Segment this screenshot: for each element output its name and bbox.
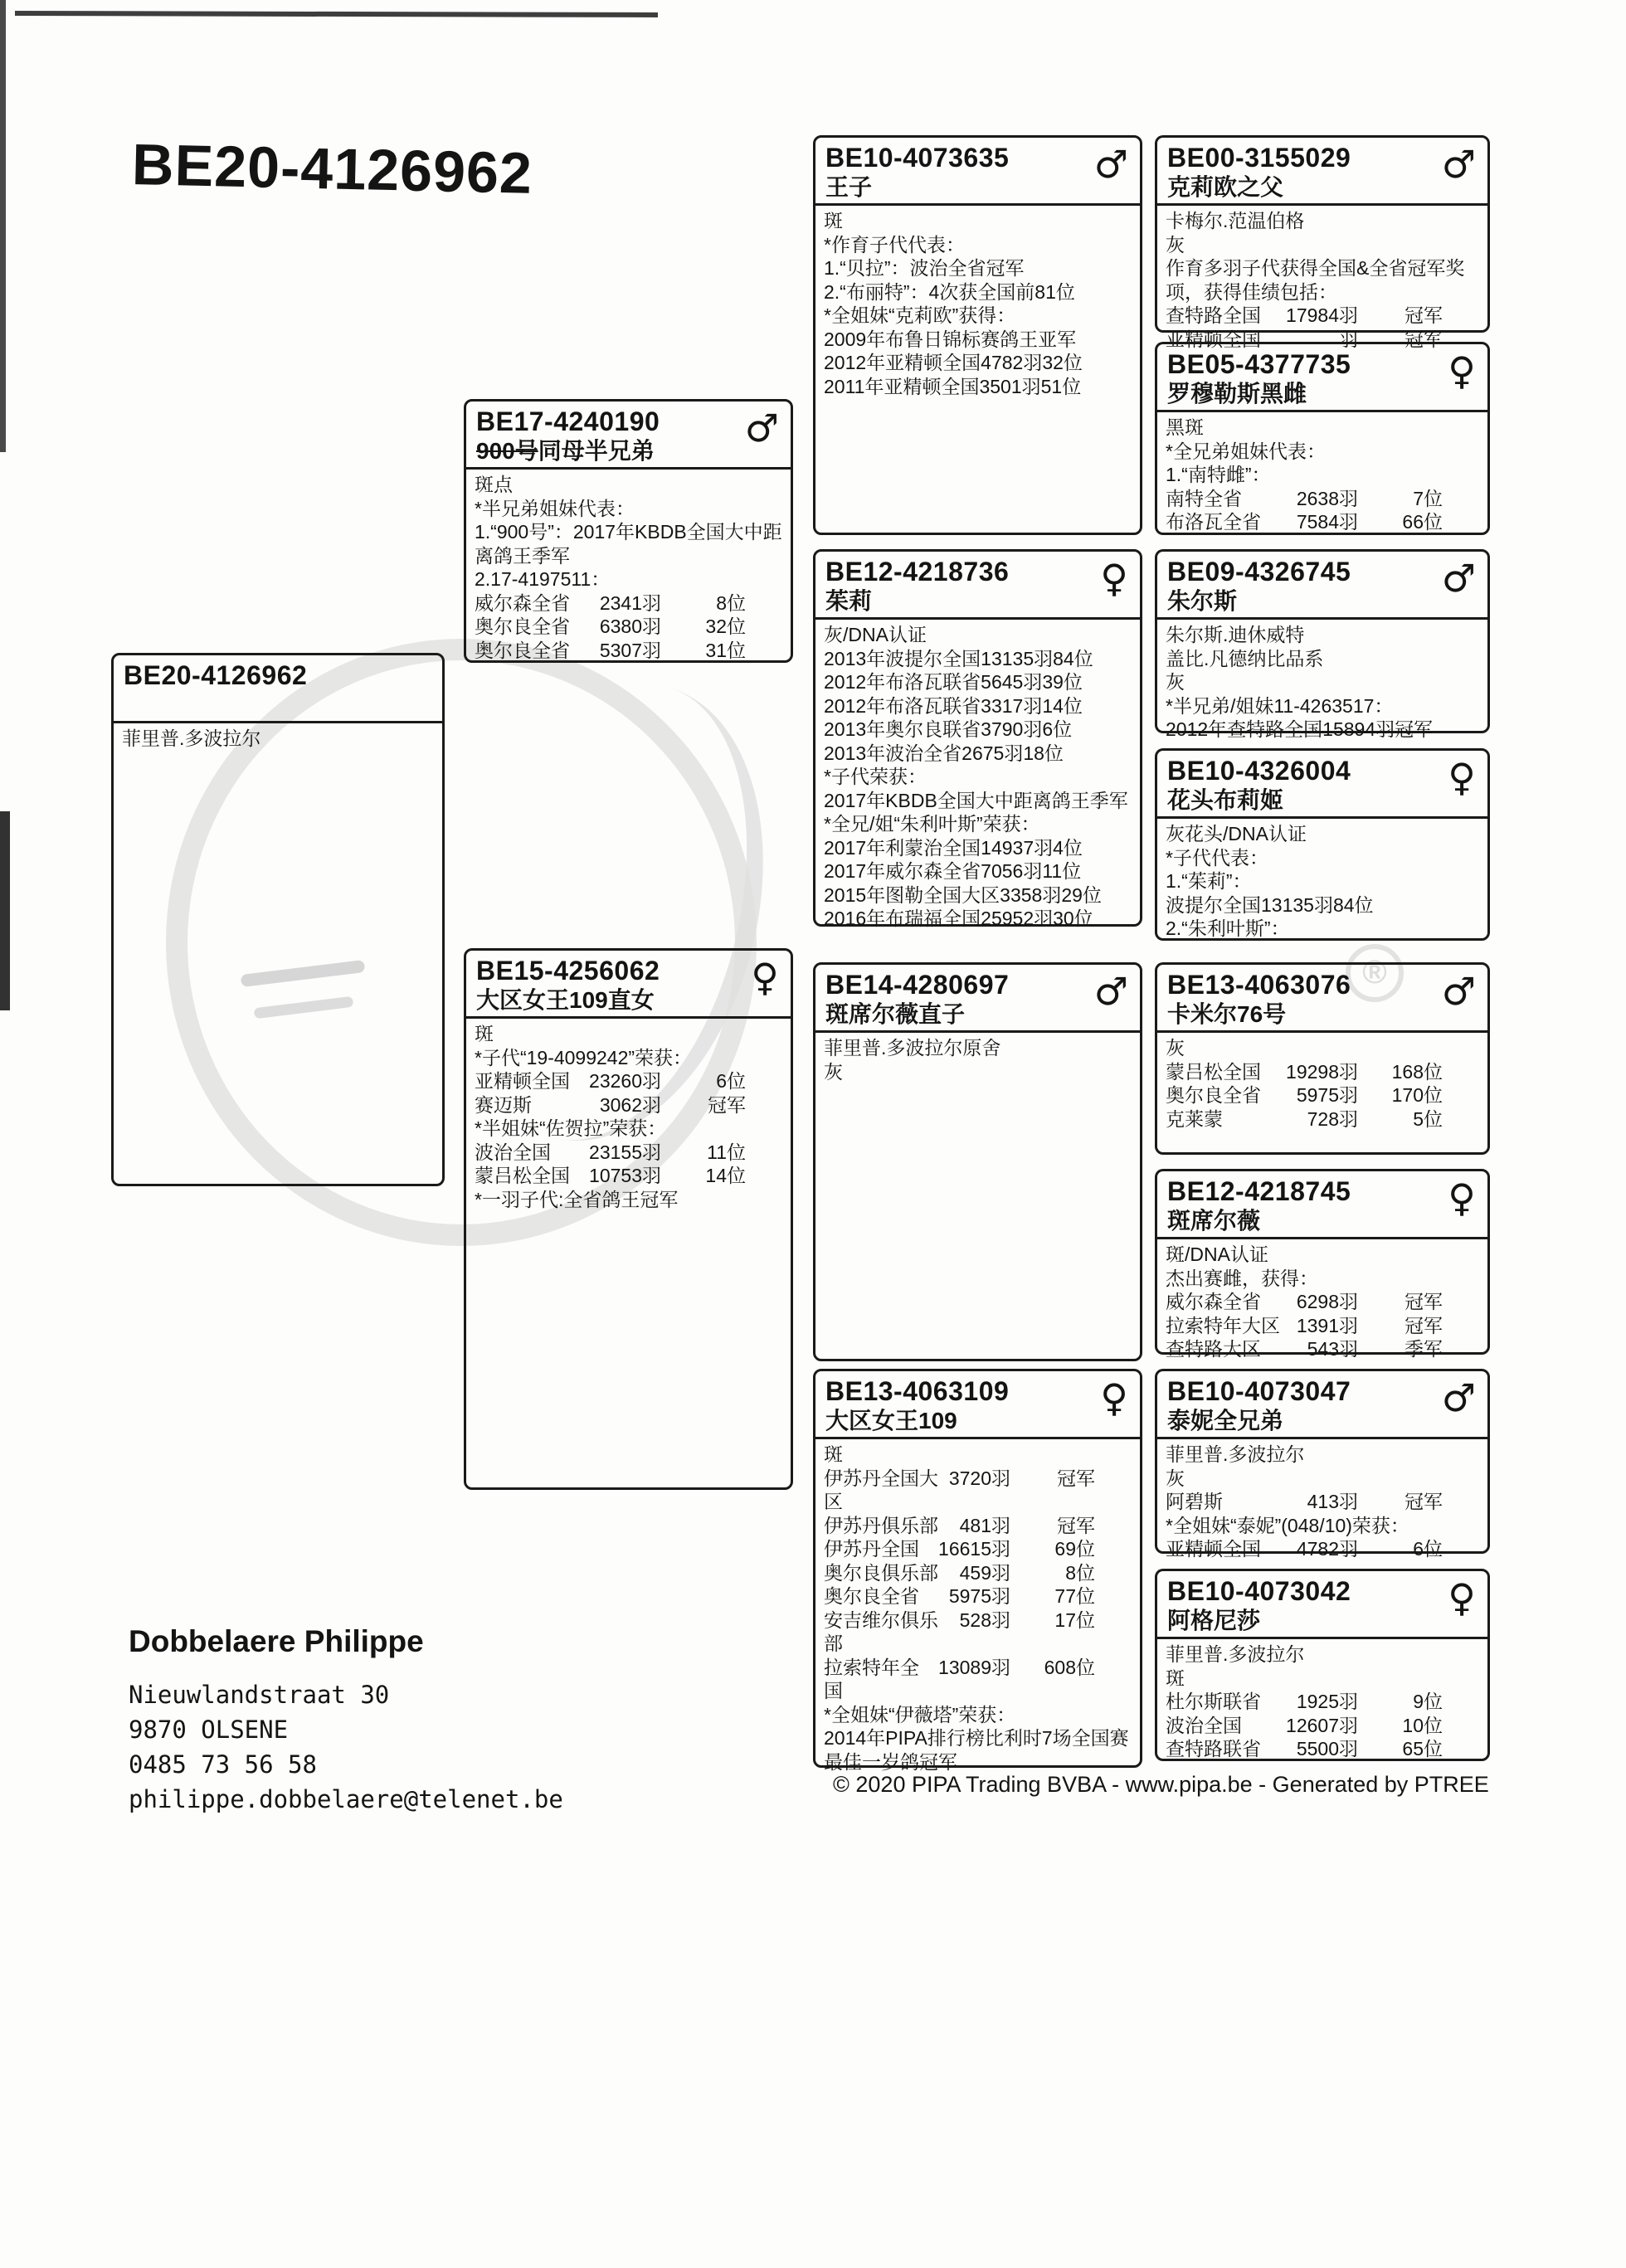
result-place: 冠军: [1404, 1491, 1443, 1512]
female-icon: ♀: [1448, 1175, 1476, 1220]
box-header: [815, 1371, 1140, 1439]
pedigree-line: 2012年布洛瓦联省5645羽39位: [824, 671, 1083, 693]
female-icon: ♀: [751, 955, 779, 1000]
pedigree-line: 杰出赛雌，获得：: [1166, 1267, 1318, 1289]
race-name: 布洛瓦全省: [1166, 511, 1261, 533]
pedigree-line: *子代代表：: [1166, 846, 1268, 869]
birds-count: 481羽: [959, 1514, 1010, 1536]
result-place: 8位: [716, 591, 746, 614]
ring-number: BE15-4256062: [476, 956, 660, 986]
pedigree-line: 波提尔全国13135羽84位: [1166, 893, 1374, 916]
box-header: [466, 951, 791, 1019]
birds-count: 3062羽: [599, 1093, 661, 1116]
pedigree-line: 2012年亚精顿全国4782羽32位: [824, 352, 1083, 373]
birds-count: 13089羽: [938, 1656, 1010, 1678]
race-name: 奥尔良俱乐部: [824, 1561, 938, 1584]
result-place: 6位: [716, 1070, 746, 1092]
box-header: [1157, 751, 1487, 819]
pedigree-line: *子代荣获：: [824, 766, 927, 787]
pedigree-line: 斑: [475, 1023, 494, 1044]
pedigree-line: 菲里普.多波拉尔: [122, 728, 261, 749]
pedigree-line: 2014年PIPA排行榜比利时7场全国赛最佳一岁鸽冠军: [824, 1727, 1129, 1773]
race-name: 阿碧斯: [1166, 1491, 1223, 1512]
race-name: 查特路大区: [1166, 1338, 1261, 1360]
fancier-email: philippe.dobbelaere@telenet.be: [129, 1785, 563, 1813]
pigeon-name: 茱莉: [825, 588, 873, 614]
pedigree-box-BE09-4326745: [1155, 549, 1490, 740]
result-place: 8位: [1065, 1561, 1095, 1584]
race-name: 伊苏丹俱乐部: [824, 1514, 938, 1536]
birds-count: 459羽: [959, 1561, 1010, 1584]
birds-count: 6298羽: [1296, 1291, 1358, 1312]
result-place: 7位: [1413, 487, 1443, 509]
pigeon-name: 花头布莉姬: [1167, 787, 1284, 813]
box-body: [114, 723, 442, 751]
birds-count: 23155羽: [589, 1141, 661, 1163]
result-place: 5位: [1413, 1107, 1443, 1130]
pedigree-line: 菲里普.多波拉尔原舍: [824, 1037, 1001, 1059]
result-row: [1166, 1060, 1481, 1084]
result-row: [824, 1467, 1133, 1514]
pedigree-line: 菲里普.多波拉尔: [1166, 1443, 1305, 1465]
pedigree-line: *半兄弟姐妹代表：: [475, 497, 635, 519]
box-body: [1157, 412, 1487, 534]
pedigree-line: 1.“茱莉”：: [1166, 870, 1252, 892]
pedigree-line: 2.“布丽特”：4次获全国前81位: [824, 280, 1075, 303]
ring-number: BE12-4218745: [1167, 1176, 1351, 1206]
birds-count: 12607羽: [1286, 1714, 1358, 1736]
pedigree-box-BE13-4063076: [1155, 962, 1490, 1155]
pedigree-line: *全姐妹“伊薇塔”荣获：: [824, 1703, 1016, 1725]
race-name: 伊苏丹全国: [824, 1538, 919, 1560]
pedigree-box-BE17-4240190: [464, 399, 793, 663]
result-place: 冠军: [1404, 1291, 1443, 1312]
box-body: [1157, 1239, 1487, 1361]
race-name: 威尔森全省: [475, 591, 570, 614]
pedigree-line: 2017年威尔森全省7056羽11位: [824, 860, 1082, 882]
result-row: [475, 639, 784, 663]
result-row: [1166, 1083, 1481, 1107]
birds-count: 19298羽: [1286, 1060, 1358, 1083]
pedigree-line: 2009年布鲁日锦标赛鸽王亚军: [824, 328, 1077, 350]
birds-count: 10753羽: [589, 1165, 661, 1186]
ring-number: BE10-4073047: [1167, 1376, 1351, 1406]
pedigree-line: 盖比.凡德纳比品系: [1166, 647, 1324, 669]
race-name: 伊苏丹全国大区: [824, 1467, 938, 1512]
pedigree-box-BE10-4073635: [813, 135, 1142, 535]
box-header: [815, 138, 1140, 206]
box-body: [1157, 1033, 1487, 1131]
birds-count: 2638羽: [1296, 487, 1358, 509]
ring-number: BE14-4280697: [825, 970, 1010, 1000]
ring-number: BE12-4218736: [825, 557, 1010, 586]
box-body: [1157, 1639, 1487, 1761]
pedigree-line: *作育子代代表：: [824, 233, 965, 256]
result-row: [1166, 1714, 1481, 1738]
result-row: [475, 615, 784, 639]
result-row: [824, 1537, 1133, 1561]
ring-number: BE05-4377735: [1167, 349, 1351, 379]
pigeon-name: 斑席尔薇: [1167, 1208, 1261, 1234]
pedigree-line: 卡梅尔.范温伯格: [1166, 210, 1305, 231]
result-place: 冠军: [708, 1093, 746, 1116]
result-place: 77位: [1054, 1585, 1095, 1607]
result-row: [824, 1656, 1133, 1703]
race-name: 亚精顿全国: [475, 1070, 570, 1092]
box-header: [1157, 965, 1487, 1033]
pedigree-line: 灰: [1166, 1467, 1185, 1489]
result-row: [475, 1093, 784, 1117]
birds-count: 728羽: [1307, 1107, 1358, 1130]
result-row: [1166, 1107, 1481, 1132]
pedigree-line: 斑: [824, 1443, 843, 1465]
result-row: [1166, 1690, 1481, 1714]
pedigree-line: 2011年亚精顿全国3501羽51位: [824, 375, 1082, 397]
race-name: 杜尔斯联省: [1166, 1691, 1261, 1712]
result-row: [1166, 1737, 1481, 1761]
pedigree-line: 菲里普.多波拉尔: [1166, 1643, 1305, 1665]
box-body: [1157, 1439, 1487, 1561]
fancier-street: Nieuwlandstraat 30: [129, 1681, 390, 1709]
pedigree-line: 2.“朱利叶斯”：: [1166, 917, 1290, 939]
birds-count: 413羽: [1307, 1491, 1358, 1512]
pedigree-line: 2013年奥尔良联省3790羽6位: [824, 718, 1073, 740]
pedigree-line: 2015年图勒全国大区3358羽29位: [824, 883, 1102, 906]
birds-count: 1925羽: [1296, 1691, 1358, 1712]
result-row: [475, 1164, 784, 1188]
pedigree-box-BE10-4073042: [1155, 1569, 1490, 1761]
result-row: [824, 1561, 1133, 1585]
pedigree-line: 斑: [1166, 1667, 1185, 1689]
pigeon-name: 王子: [825, 174, 873, 200]
pedigree-box-BE10-4326004: [1155, 748, 1490, 941]
result-place: 季军: [1404, 1338, 1443, 1360]
male-icon: ♂: [1093, 142, 1128, 187]
male-icon: ♂: [1441, 1375, 1476, 1420]
pigeon-name: 大区女王109直女: [476, 987, 655, 1013]
male-icon: ♂: [1441, 969, 1476, 1014]
pigeon-name-struck-part: 900号: [476, 438, 538, 464]
ring-number: BE13-4063109: [825, 1376, 1010, 1406]
race-name: 赛迈斯: [475, 1093, 532, 1116]
result-place: 6位: [1413, 1538, 1443, 1560]
race-name: 亚精顿全国: [1166, 1538, 1261, 1560]
watermark-registered-mark: ®: [1346, 944, 1404, 1002]
pedigree-line: *全姐妹“克莉欧”获得：: [824, 304, 1016, 326]
pedigree-box-BE10-4073047: [1155, 1369, 1490, 1560]
pedigree-line: *子代“19-4099242”荣获：: [475, 1046, 693, 1068]
race-name: 安吉维尔俱乐部: [824, 1609, 938, 1654]
box-body: [815, 1033, 1140, 1083]
scan-artifact-left-bar: [0, 811, 10, 1010]
result-row: [1166, 1337, 1481, 1361]
female-icon: ♀: [1448, 755, 1476, 800]
race-name: 奥尔良全省: [475, 639, 570, 661]
pedigree-box-BE05-4377735: [1155, 342, 1490, 535]
male-icon: ♂: [1093, 969, 1128, 1014]
result-place: 14位: [705, 1165, 746, 1186]
birds-count: 5500羽: [1296, 1738, 1358, 1759]
box-body: [466, 1019, 791, 1211]
result-row: [1166, 1314, 1481, 1338]
pedigree-box-BE00-3155029: [1155, 135, 1490, 350]
female-icon: ♀: [1448, 1575, 1476, 1620]
birds-count: 6380羽: [599, 616, 661, 637]
pedigree-line: 灰: [1166, 233, 1185, 256]
result-row: [1166, 1290, 1481, 1314]
contact-block: [129, 1624, 563, 1817]
result-row: [824, 1609, 1133, 1656]
result-row: [1166, 1490, 1481, 1514]
result-place: 冠军: [1057, 1514, 1095, 1536]
race-name: 查特路全国: [1166, 304, 1261, 326]
ring-number: BE10-4326004: [1167, 756, 1351, 786]
pedigree-box-BE15-4256062: [464, 948, 793, 1490]
pedigree-box-BE13-4063109: [813, 1369, 1142, 1773]
female-icon: ♀: [1100, 556, 1128, 601]
box-body: [1157, 620, 1487, 742]
male-icon: ♂: [744, 406, 779, 450]
result-row: [475, 591, 784, 616]
pedigree-line: 斑: [824, 210, 843, 231]
birds-count: 5975羽: [1296, 1084, 1358, 1106]
pigeon-name: 卡米尔76号: [1167, 1001, 1287, 1027]
result-place: 32位: [705, 616, 746, 637]
result-place: 608位: [1044, 1656, 1095, 1678]
pigeon-name: 泰妮全兄弟: [1167, 1408, 1284, 1433]
result-place: 11位: [707, 1141, 746, 1163]
fancier-name: Dobbelaere Philippe: [129, 1624, 424, 1658]
result-place: 66位: [1402, 511, 1443, 533]
result-place: 65位: [1402, 1738, 1443, 1759]
birds-count: 23260羽: [589, 1070, 661, 1092]
fancier-phone: 0485 73 56 58: [129, 1750, 317, 1779]
pedigree-line: 1.“南特雌”：: [1166, 464, 1271, 485]
race-name: 波治全国: [1166, 1714, 1242, 1736]
result-row: [475, 1141, 784, 1165]
pedigree-box-BE12-4218745: [1155, 1169, 1490, 1360]
pedigree-line: 2017年利蒙治全国14937羽4位: [824, 836, 1083, 859]
male-icon: ♂: [1441, 142, 1476, 187]
pedigree-box-BE20-4126962: [111, 653, 445, 1186]
box-header: [466, 402, 791, 470]
result-row: [1166, 304, 1481, 328]
pedigree-line: 2.17-4197511：: [475, 568, 611, 590]
pedigree-line: 2013年波提尔全国13135羽84位: [824, 647, 1093, 669]
female-icon: ♀: [1448, 348, 1476, 393]
result-place: 9位: [1413, 1691, 1443, 1712]
race-name: 查特路联省: [1166, 1738, 1261, 1759]
box-header: [1157, 1171, 1487, 1239]
box-body: [466, 470, 791, 662]
box-body: [815, 620, 1140, 931]
birds-count: 1391羽: [1296, 1314, 1358, 1336]
ring-number: BE10-4073635: [825, 143, 1010, 173]
race-name: 威尔森全省: [1166, 1291, 1261, 1312]
result-row: [824, 1584, 1133, 1609]
birds-count: 5307羽: [599, 639, 661, 661]
birds-count: 7584羽: [1296, 511, 1358, 533]
pigeon-name: 罗穆勒斯黑雌: [1167, 381, 1307, 406]
male-icon: ♂: [1441, 556, 1476, 601]
result-place: 10位: [1402, 1714, 1443, 1736]
ring-number: BE20-4126962: [124, 660, 308, 690]
race-name: 奥尔良全省: [1166, 1084, 1261, 1106]
box-header: [1157, 138, 1487, 206]
pedigree-line: 2012年布洛瓦联省3317羽14位: [824, 694, 1083, 717]
box-header: [1157, 1371, 1487, 1439]
box-body: [1157, 206, 1487, 351]
female-icon: ♀: [1100, 1375, 1128, 1420]
pedigree-line: *一羽子代:全省鸽王冠军: [475, 1188, 679, 1210]
pedigree-box-BE12-4218736: [813, 549, 1142, 927]
result-place: 冠军: [1404, 328, 1443, 350]
result-place: 17位: [1054, 1609, 1095, 1631]
pedigree-line: 灰花头/DNA认证: [1166, 823, 1307, 844]
result-row: [1166, 487, 1481, 511]
birds-count: 17984羽: [1286, 304, 1358, 326]
result-place: 69位: [1054, 1538, 1095, 1560]
pedigree-line: 黑斑: [1166, 416, 1204, 438]
pedigree-line: 2017年KBDB全国大中距离鸽王季军: [824, 789, 1128, 811]
pedigree-line: 1.“贝拉”：波治全省冠军: [824, 257, 1025, 279]
pedigree-line: 2012年查特路全国15894羽冠军: [1166, 718, 1434, 740]
pedigree-line: *半姐妹“佐贺拉”荣获：: [475, 1117, 667, 1139]
box-header: [1157, 344, 1487, 412]
pigeon-name: 阿格尼莎: [1167, 1608, 1261, 1633]
result-place: 170位: [1391, 1084, 1443, 1106]
box-header: [1157, 552, 1487, 620]
pedigree-line: 作育多羽子代获得全国&全省冠军奖项，获得佳绩包括：: [1166, 257, 1465, 303]
pigeon-name: 斑席尔薇直子: [825, 1001, 966, 1027]
scan-artifact-left-bar: [0, 0, 6, 452]
race-name: 蒙吕松全国: [1166, 1060, 1261, 1083]
pedigree-line: 2013年波治全省2675羽18位: [824, 742, 1064, 764]
birds-count: 543羽: [1307, 1338, 1358, 1360]
race-name: 拉索特年全国: [824, 1656, 919, 1701]
race-name: 奥尔良全省: [475, 616, 570, 637]
pigeon-name: 朱尔斯: [1167, 588, 1238, 614]
pedigree-line: 灰: [1166, 1037, 1185, 1059]
pedigree-box-BE14-4280697: [813, 962, 1142, 1361]
pedigree-line: 灰/DNA认证: [824, 624, 927, 645]
result-row: [1166, 1537, 1481, 1561]
pedigree-line: *全兄弟姐妹代表：: [1166, 440, 1326, 462]
birds-count: 4782羽: [1296, 1538, 1358, 1560]
result-row: [475, 1069, 784, 1093]
box-body: [815, 206, 1140, 398]
box-header: [114, 655, 442, 723]
result-place: 冠军: [1404, 304, 1443, 326]
race-name: 蒙吕松全国: [475, 1165, 570, 1186]
race-name: 克莱蒙: [1166, 1107, 1223, 1130]
scan-artifact-top-line: [15, 11, 658, 17]
pedigree-line: 斑/DNA认证: [1166, 1244, 1268, 1265]
box-body: [815, 1439, 1140, 1774]
race-name: 南特全省: [1166, 487, 1242, 509]
result-place: 168位: [1391, 1060, 1443, 1083]
pedigree-line: *半兄弟/姐妹11-4263517：: [1166, 694, 1394, 717]
box-header: [815, 552, 1140, 620]
birds-count: 羽: [1339, 328, 1358, 350]
pedigree-line: 2016年布瑞福全国25952羽30位: [824, 908, 1093, 929]
ring-number: BE13-4063076: [1167, 970, 1351, 1000]
pedigree-line: 灰: [824, 1060, 843, 1083]
box-body: [1157, 819, 1487, 941]
pedigree-line: 朱尔斯.迪休威特: [1166, 624, 1305, 645]
race-name: 亚精顿全国: [1166, 328, 1261, 350]
ring-number: BE09-4326745: [1167, 557, 1351, 586]
result-row: [1166, 510, 1481, 534]
pedigree-line: *全姐妹“泰妮”(048/10)荣获：: [1166, 1514, 1409, 1536]
result-place: 冠军: [1404, 1314, 1443, 1336]
birds-count: 528羽: [959, 1609, 1010, 1631]
box-header: [815, 965, 1140, 1033]
birds-count: 5975羽: [948, 1585, 1010, 1607]
race-name: 波治全国: [475, 1141, 551, 1163]
result-place: 31位: [705, 639, 746, 661]
pedigree-line: 斑点: [475, 474, 513, 495]
pigeon-name: 大区女王109: [825, 1408, 957, 1433]
result-row: [824, 1514, 1133, 1538]
result-place: 冠军: [1057, 1467, 1095, 1489]
fancier-city: 9870 OLSENE: [129, 1716, 289, 1744]
race-name: 奥尔良全省: [824, 1585, 919, 1607]
ring-number: BE10-4073042: [1167, 1576, 1351, 1606]
box-header: [1157, 1571, 1487, 1639]
birds-count: 3720羽: [948, 1467, 1010, 1489]
pigeon-name: 克莉欧之父: [1167, 174, 1284, 200]
ring-number: BE00-3155029: [1167, 143, 1351, 173]
page-title: BE20-4126962: [131, 131, 533, 206]
pedigree-line: 灰: [1166, 671, 1185, 693]
race-name: 拉索特年大区: [1166, 1314, 1280, 1336]
pedigree-line: 1.“900号”：2017年KBDB全国大中距离鸽王季军: [475, 521, 782, 567]
copyright-footer: © 2020 PIPA Trading BVBA - www.pipa.be - Generated by PTREE: [833, 1772, 1489, 1797]
pigeon-name: 900号同母半兄弟: [476, 438, 655, 464]
pedigree-line: *全兄/姐“朱利叶斯”荣获：: [824, 813, 1040, 835]
birds-count: 2341羽: [599, 591, 661, 614]
birds-count: 16615羽: [938, 1538, 1010, 1560]
ring-number: BE17-4240190: [476, 406, 660, 436]
